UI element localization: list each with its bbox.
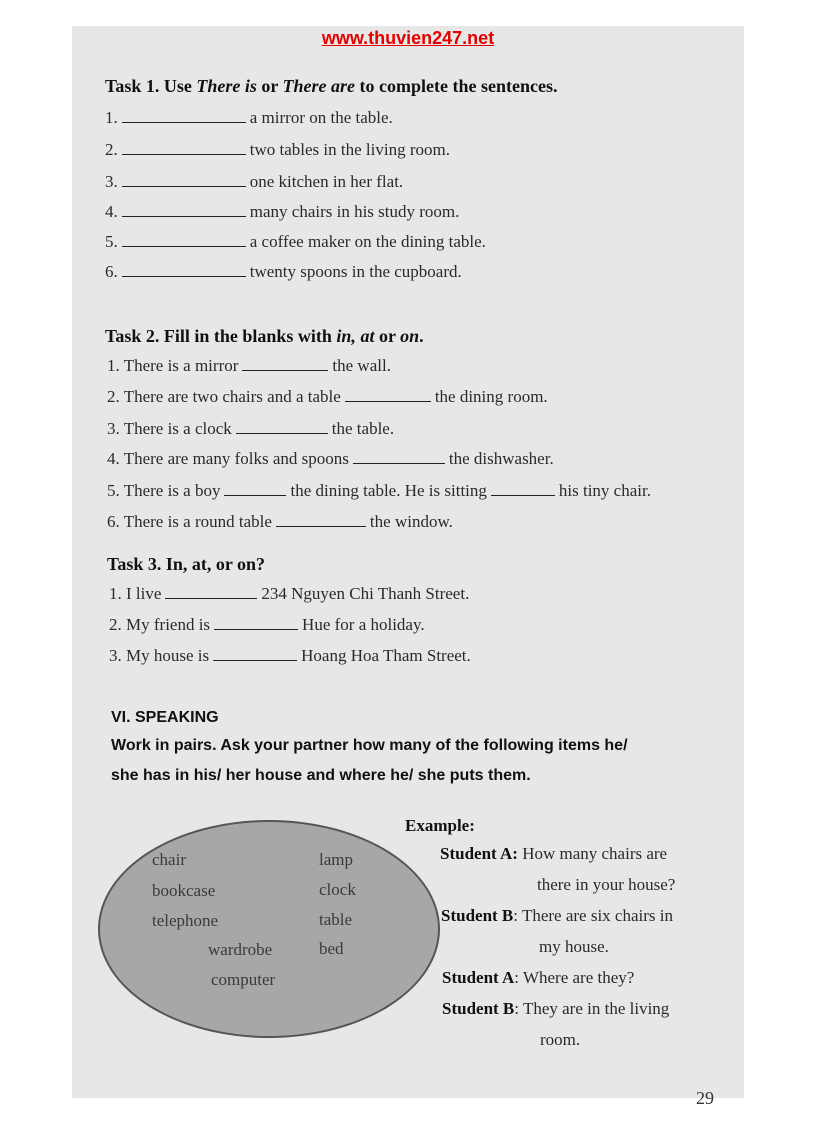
item-word: computer xyxy=(211,970,276,989)
answer-blank[interactable] xyxy=(224,481,286,496)
answer-blank[interactable] xyxy=(276,512,366,527)
answer-blank[interactable] xyxy=(214,615,298,630)
answer-blank[interactable] xyxy=(122,140,246,155)
speaking-instruction: she has in his/ her house and where he/ she puts them. xyxy=(111,767,531,784)
item-word: lamp xyxy=(319,850,353,869)
task1-item: 1. a mirror on the table. xyxy=(105,108,393,127)
answer-blank[interactable] xyxy=(345,387,431,402)
item-word: chair xyxy=(152,850,186,869)
item-word: bed xyxy=(319,939,344,958)
task2-item: 1. There is a mirror the wall. xyxy=(107,356,391,375)
answer-blank[interactable] xyxy=(165,584,257,599)
example-line: Student B: There are six chairs in xyxy=(441,906,673,925)
answer-blank[interactable] xyxy=(213,646,297,661)
task2-item: 4. There are many folks and spoons the dishwasher. xyxy=(107,449,554,468)
example-line: there in your house? xyxy=(537,875,676,894)
example-line: room. xyxy=(540,1030,581,1049)
task1-item: 3. one kitchen in her flat. xyxy=(105,172,404,191)
page-number: 29 xyxy=(696,1088,714,1108)
answer-blank[interactable] xyxy=(491,481,555,496)
task1-item: 2. two tables in the living room. xyxy=(105,140,450,159)
example-line: my house. xyxy=(539,937,609,956)
task1-item: 4. many chairs in his study room. xyxy=(105,202,460,221)
answer-blank[interactable] xyxy=(122,108,246,123)
items-ellipse xyxy=(98,820,440,1038)
task3-item: 2. My friend is Hue for a holiday. xyxy=(109,615,425,634)
task1-title: Task 1. Use There is or There are to complete the sentences. xyxy=(105,76,558,96)
task1-item: 6. twenty spoons in the cupboard. xyxy=(105,262,462,281)
example-line: Student B: They are in the living xyxy=(442,999,670,1018)
answer-blank[interactable] xyxy=(122,262,246,277)
task2-item: 2. There are two chairs and a table the dining room. xyxy=(107,387,548,406)
item-word: telephone xyxy=(152,911,219,930)
task2-item: 5. There is a boy the dining table. He is sitting his tiny chair. xyxy=(107,481,651,500)
answer-blank[interactable] xyxy=(242,356,328,371)
answer-blank[interactable] xyxy=(122,202,246,217)
task3-item: 3. My house is Hoang Hoa Tham Street. xyxy=(109,646,471,665)
website-link[interactable]: www.thuvien247.net xyxy=(321,28,495,48)
item-word: bookcase xyxy=(152,881,216,900)
speaking-title: VI. SPEAKING xyxy=(111,709,219,726)
task2-item: 6. There is a round table the window. xyxy=(107,512,453,531)
example-line: Student A: How many chairs are xyxy=(440,844,668,863)
task3-title: Task 3. In, at, or on? xyxy=(107,554,266,574)
item-word: table xyxy=(319,910,353,929)
task1-item: 5. a coffee maker on the dining table. xyxy=(105,232,486,251)
item-word: clock xyxy=(319,880,356,899)
example-line: Student A: Where are they? xyxy=(442,968,635,987)
answer-blank[interactable] xyxy=(236,419,328,434)
speaking-instruction: Work in pairs. Ask your partner how many of the following items he/ xyxy=(111,737,628,754)
task3-item: 1. I live 234 Nguyen Chi Thanh Street. xyxy=(109,584,470,603)
item-word: wardrobe xyxy=(208,940,273,959)
answer-blank[interactable] xyxy=(353,449,445,464)
task2-title: Task 2. Fill in the blanks with in, at or on. xyxy=(105,326,424,346)
answer-blank[interactable] xyxy=(122,232,246,247)
task2-item: 3. There is a clock the table. xyxy=(107,419,395,438)
example-label: Example: xyxy=(405,816,475,835)
answer-blank[interactable] xyxy=(122,172,246,187)
